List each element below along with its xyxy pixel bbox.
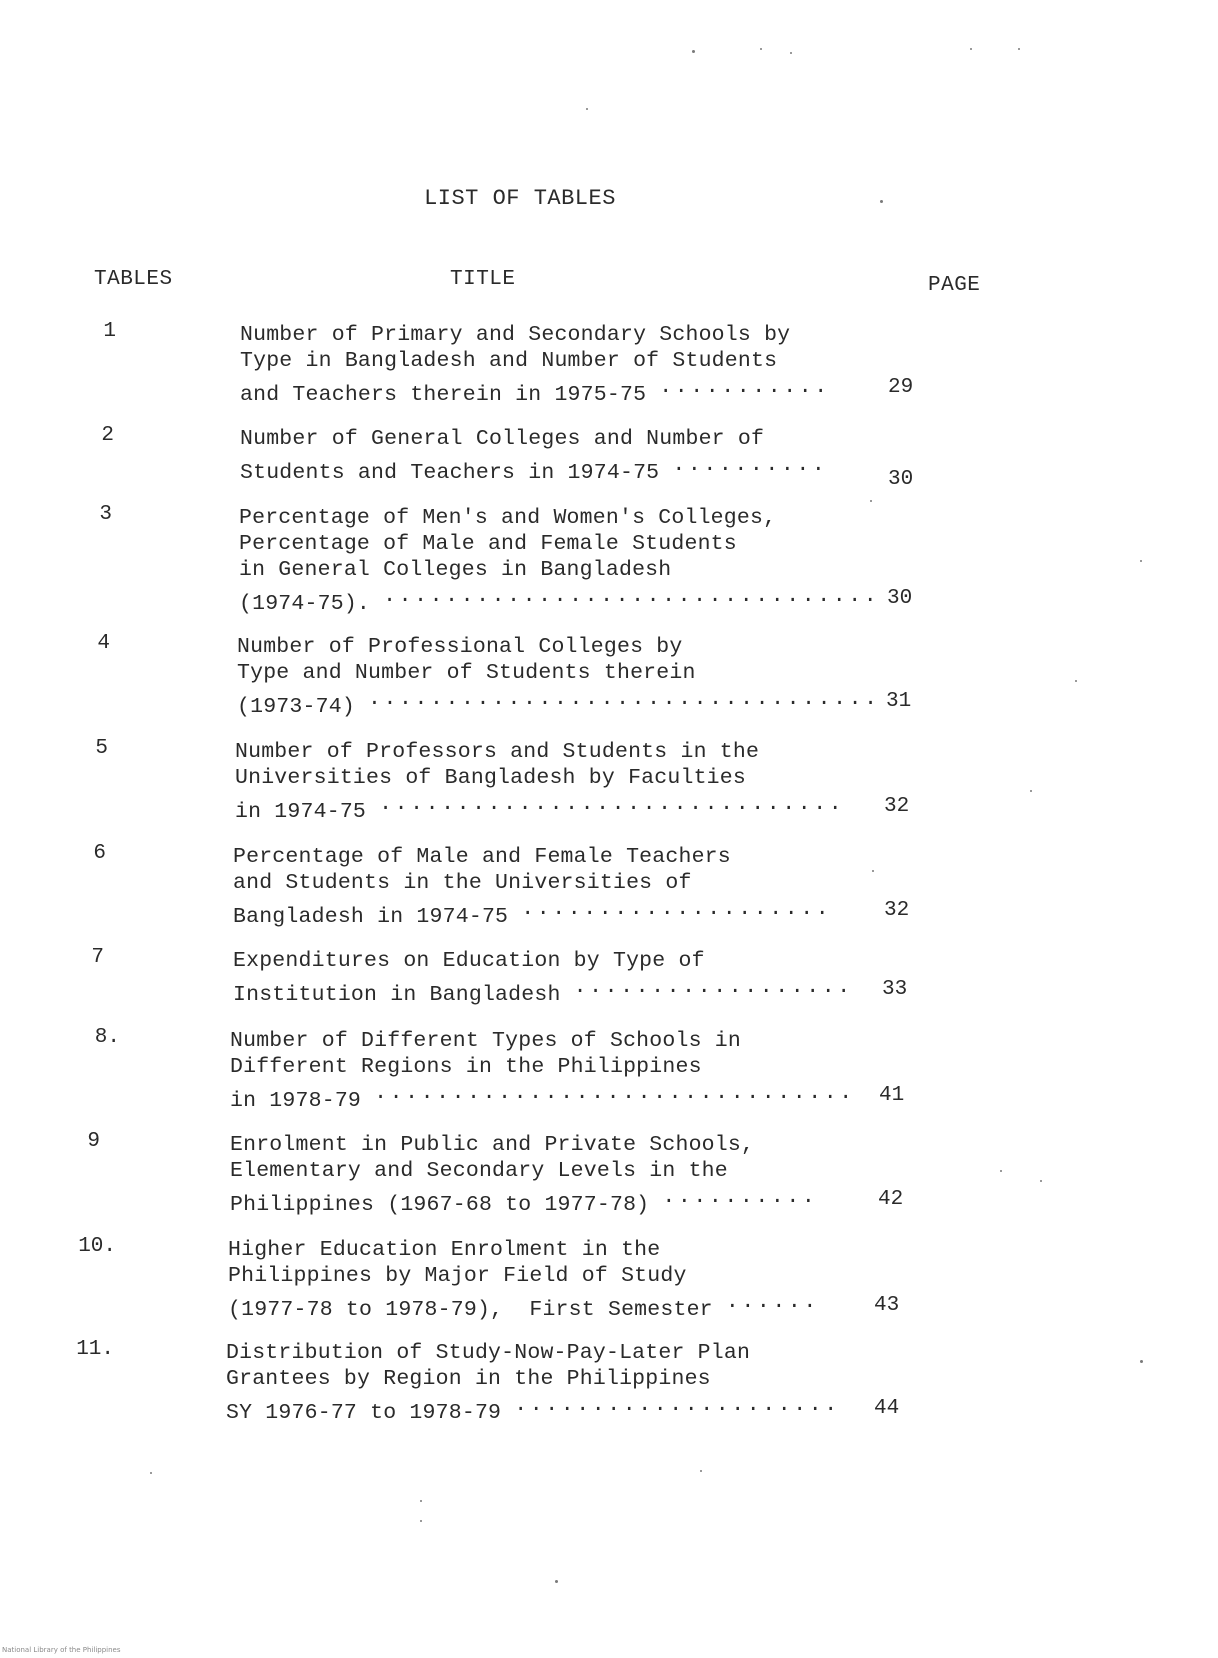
table-number: 9 <box>87 1130 100 1153</box>
scan-speck <box>420 1500 422 1502</box>
table-number: 1 <box>103 320 116 343</box>
table-number: 6 <box>93 842 106 865</box>
table-title-text: Distribution of Study-Now-Pay-Later Plan <box>226 1341 751 1365</box>
table-title-text: Number of General Colleges and Number of <box>240 427 765 451</box>
table-title <box>237 634 880 720</box>
scan-speck <box>760 48 762 50</box>
table-title-text: Type and Number of Students therein <box>237 661 696 685</box>
table-title-line <box>239 505 879 531</box>
page-number: 44 <box>874 1397 900 1420</box>
table-title-text: Higher Education Enrolment in the <box>228 1238 661 1262</box>
table-number: 5 <box>95 737 108 760</box>
table-title-line <box>239 557 879 583</box>
scan-speck <box>1075 680 1077 682</box>
table-title <box>240 322 830 408</box>
scan-speck <box>790 52 792 54</box>
page-number: 43 <box>874 1294 900 1317</box>
table-title-text: (1973-74) <box>237 695 355 719</box>
table-title-line <box>237 686 880 720</box>
table-title-text: Different Regions in the Philippines <box>230 1055 702 1079</box>
table-title-text: Bangladesh in 1974-75 <box>233 905 509 929</box>
table-title-text: (1977-78 to 1978-79), First Semester <box>228 1298 713 1322</box>
scan-speck <box>1140 1360 1143 1363</box>
table-title-text: in 1974-75 <box>235 800 367 824</box>
dot-leader: ..................... <box>514 1393 840 1417</box>
page-number: 33 <box>882 978 908 1001</box>
table-number: 4 <box>97 632 110 655</box>
table-title-line <box>235 791 844 825</box>
table-title-text: Elementary and Secondary Levels in the <box>230 1159 728 1183</box>
table-title <box>239 505 879 617</box>
column-header-title: TITLE <box>450 268 516 291</box>
scan-speck <box>1040 1180 1042 1182</box>
table-number: 11. <box>76 1338 114 1361</box>
table-title-text: (1974-75). <box>239 592 371 616</box>
table-title-line <box>240 374 830 408</box>
table-title-line <box>239 583 879 617</box>
scan-speck <box>1140 560 1142 562</box>
table-title-line <box>226 1392 840 1426</box>
table-title-line <box>239 531 879 557</box>
table-title-line <box>226 1366 840 1392</box>
page-number: 30 <box>888 468 914 491</box>
dot-leader: .............................. <box>379 792 845 816</box>
table-number: 7 <box>91 946 104 969</box>
page-number: 32 <box>884 795 910 818</box>
table-title <box>233 948 853 1008</box>
scan-speck <box>700 1470 702 1472</box>
scan-speck <box>420 1520 422 1522</box>
dot-leader: ................................. <box>368 687 880 711</box>
column-header-page: PAGE <box>928 274 981 297</box>
table-title <box>226 1340 840 1426</box>
table-title-text: in 1978-79 <box>230 1089 362 1113</box>
scan-speck <box>1018 48 1020 50</box>
table-title-line <box>230 1054 855 1080</box>
table-title <box>228 1237 819 1323</box>
table-title-text: Number of Different Types of Schools in <box>230 1029 741 1053</box>
table-title-line <box>237 660 880 686</box>
scan-speck <box>870 500 872 502</box>
table-title-text: and Teachers therein in 1975-75 <box>240 383 647 407</box>
table-title-text: Type in Bangladesh and Number of Students <box>240 349 778 373</box>
dot-leader: .................... <box>521 897 832 921</box>
table-title-text: Percentage of Male and Female Teachers <box>233 845 731 869</box>
scan-speck <box>555 1580 558 1583</box>
table-title-line <box>230 1028 855 1054</box>
table-title <box>230 1028 855 1114</box>
page-number: 32 <box>884 899 910 922</box>
table-title-text: Number of Professors and Students in the <box>235 740 760 764</box>
table-title-text: Universities of Bangladesh by Faculties <box>235 766 746 790</box>
column-header-tables: TABLES <box>94 268 173 291</box>
table-title-line <box>230 1158 817 1184</box>
scan-speck <box>872 870 874 872</box>
table-title-line <box>228 1289 819 1323</box>
table-title-line <box>235 739 844 765</box>
dot-leader: .................. <box>573 975 853 999</box>
scan-speck <box>970 48 972 50</box>
page-number: 30 <box>887 587 913 610</box>
table-title-line <box>230 1132 817 1158</box>
page-number: 31 <box>886 690 912 713</box>
table-title-text: and Students in the Universities of <box>233 871 692 895</box>
table-title-text: Institution in Bangladesh <box>233 983 561 1007</box>
table-title <box>240 426 827 486</box>
scan-speck <box>880 200 883 203</box>
table-number: 3 <box>99 503 112 526</box>
table-title-line <box>230 1080 855 1114</box>
dot-leader: ........... <box>659 375 830 399</box>
table-title-text: SY 1976-77 to 1978-79 <box>226 1401 502 1425</box>
page-number: 41 <box>879 1084 905 1107</box>
table-title-text: Grantees by Region in the Philippines <box>226 1367 711 1391</box>
table-title-text: Percentage of Male and Female Students <box>239 532 737 556</box>
footer-stamp: National Library of the Philippines <box>2 1646 121 1654</box>
table-number: 8. <box>94 1026 120 1049</box>
dot-leader: ............................... <box>374 1081 855 1105</box>
table-title-line <box>233 948 853 974</box>
dot-leader: .......... <box>662 1185 818 1209</box>
table-title <box>233 844 831 930</box>
page-number: 42 <box>878 1188 904 1211</box>
table-title-line <box>240 348 830 374</box>
table-title-text: Philippines by Major Field of Study <box>228 1264 687 1288</box>
scan-speck <box>586 108 588 110</box>
scan-speck <box>1030 790 1032 792</box>
table-title-text: Students and Teachers in 1974-75 <box>240 461 660 485</box>
table-title-text: Expenditures on Education by Type of <box>233 949 705 973</box>
scan-speck <box>692 50 695 53</box>
table-title-text: Enrolment in Public and Private Schools, <box>230 1133 755 1157</box>
page-number: 29 <box>888 376 914 399</box>
table-title-line <box>233 974 853 1008</box>
table-title <box>235 739 844 825</box>
table-title-line <box>228 1263 819 1289</box>
dot-leader: ...... <box>725 1290 819 1314</box>
table-title-text: in General Colleges in Bangladesh <box>239 558 672 582</box>
table-number: 10. <box>78 1235 116 1258</box>
table-title-line <box>226 1340 840 1366</box>
table-title-line <box>240 452 827 486</box>
table-title-line <box>237 634 880 660</box>
table-title-line <box>240 322 830 348</box>
table-title-line <box>235 765 844 791</box>
page-heading: LIST OF TABLES <box>424 186 616 211</box>
dot-leader: .......... <box>672 453 828 477</box>
table-title-line <box>233 896 831 930</box>
table-title-text: Number of Professional Colleges by <box>237 635 683 659</box>
table-title-line <box>233 870 831 896</box>
table-title-line <box>233 844 831 870</box>
table-title-text: Percentage of Men's and Women's Colleges, <box>239 506 777 530</box>
table-number: 2 <box>101 424 114 447</box>
table-title-line <box>228 1237 819 1263</box>
scan-speck <box>1000 1170 1002 1172</box>
table-title <box>230 1132 817 1218</box>
table-title-text: Philippines (1967-68 to 1977-78) <box>230 1193 650 1217</box>
scan-speck <box>150 1472 152 1474</box>
dot-leader: ................................ <box>383 584 880 608</box>
table-title-line <box>230 1184 817 1218</box>
table-title-line <box>240 426 827 452</box>
table-title-text: Number of Primary and Secondary Schools by <box>240 323 791 347</box>
